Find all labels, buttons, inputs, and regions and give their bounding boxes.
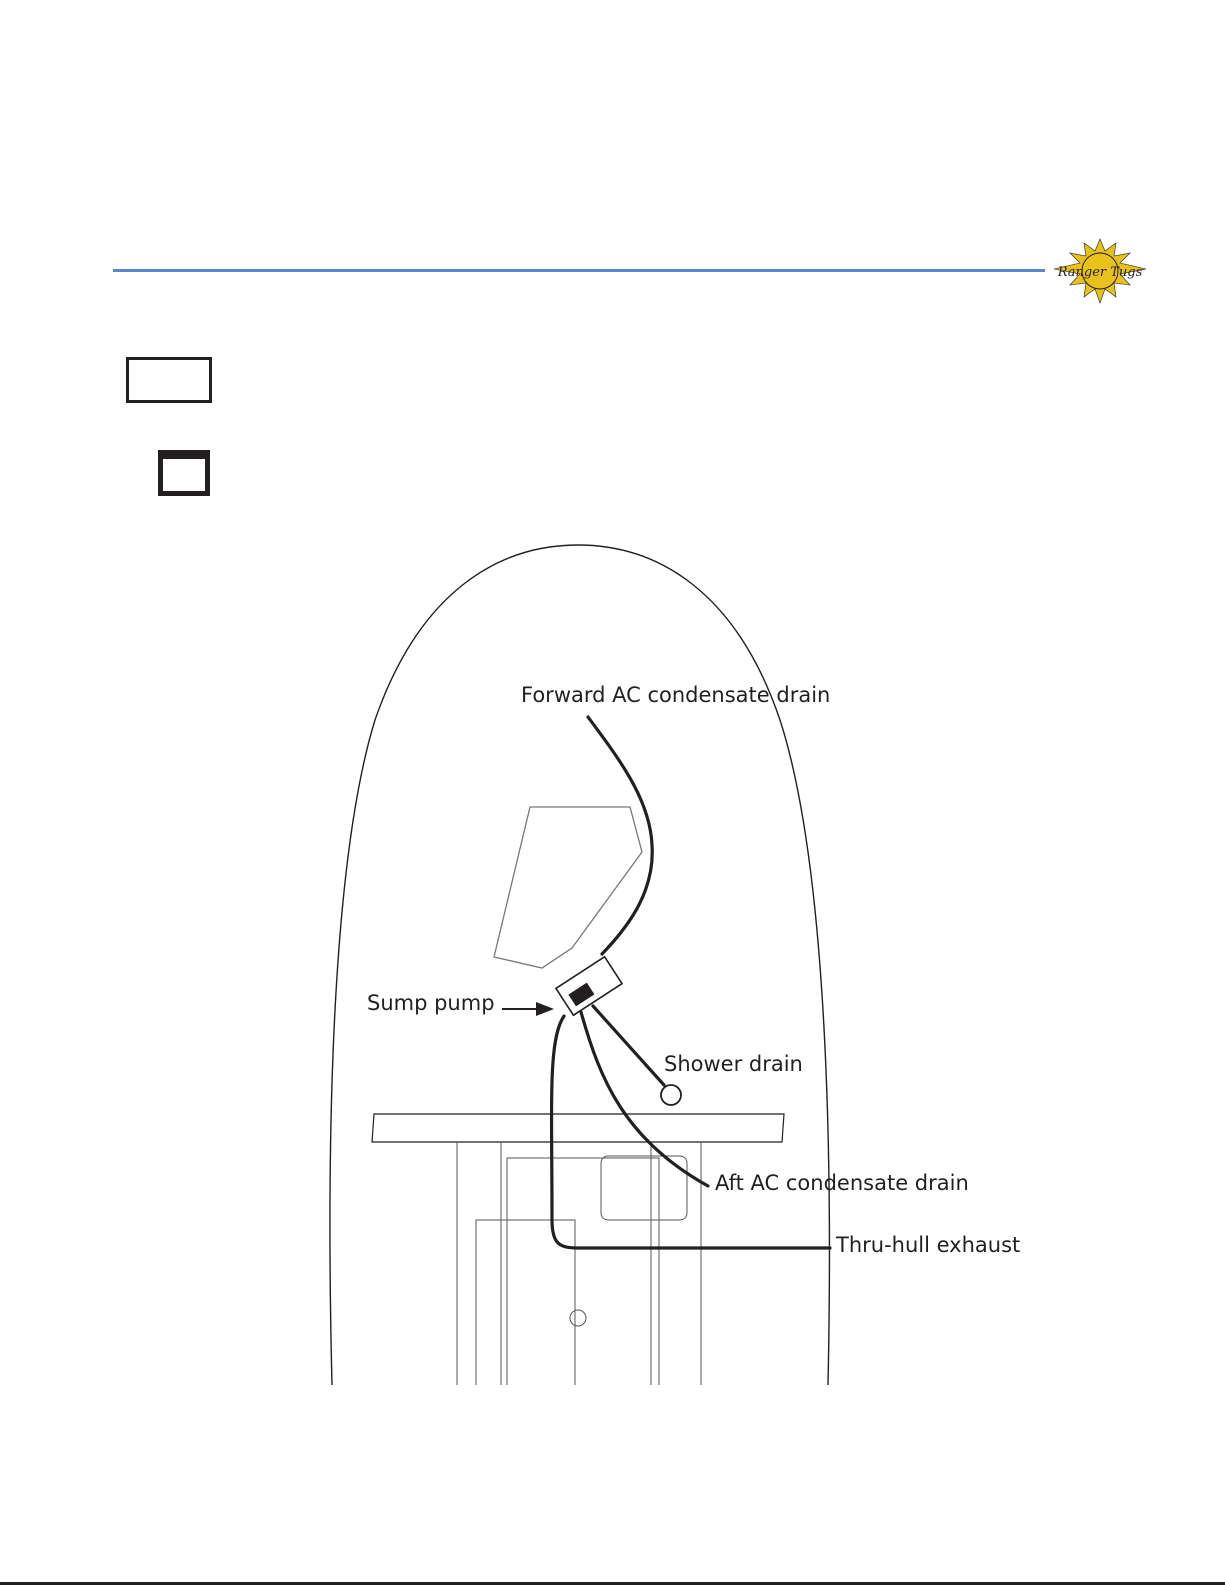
sump-pump-arrow	[502, 1002, 554, 1016]
label-forward-ac: Forward AC condensate drain	[521, 683, 831, 707]
label-thru-hull: Thru-hull exhaust	[836, 1233, 1021, 1257]
sump-pump	[556, 957, 622, 1015]
label-shower-drain: Shower drain	[664, 1052, 803, 1076]
forward-compartment	[494, 807, 642, 968]
bulkhead-beam	[372, 1114, 784, 1142]
hull-outline	[330, 545, 830, 1385]
label-aft-ac: Aft AC condensate drain	[715, 1171, 969, 1195]
label-sump-pump: Sump pump	[367, 991, 495, 1015]
shower-drain	[661, 1085, 681, 1105]
logo-wordmark: Ranger Tugs	[1057, 265, 1143, 280]
aft-ac-hose	[581, 1012, 708, 1186]
interior-structure	[457, 1142, 701, 1385]
forward-ac-hose	[588, 717, 652, 954]
